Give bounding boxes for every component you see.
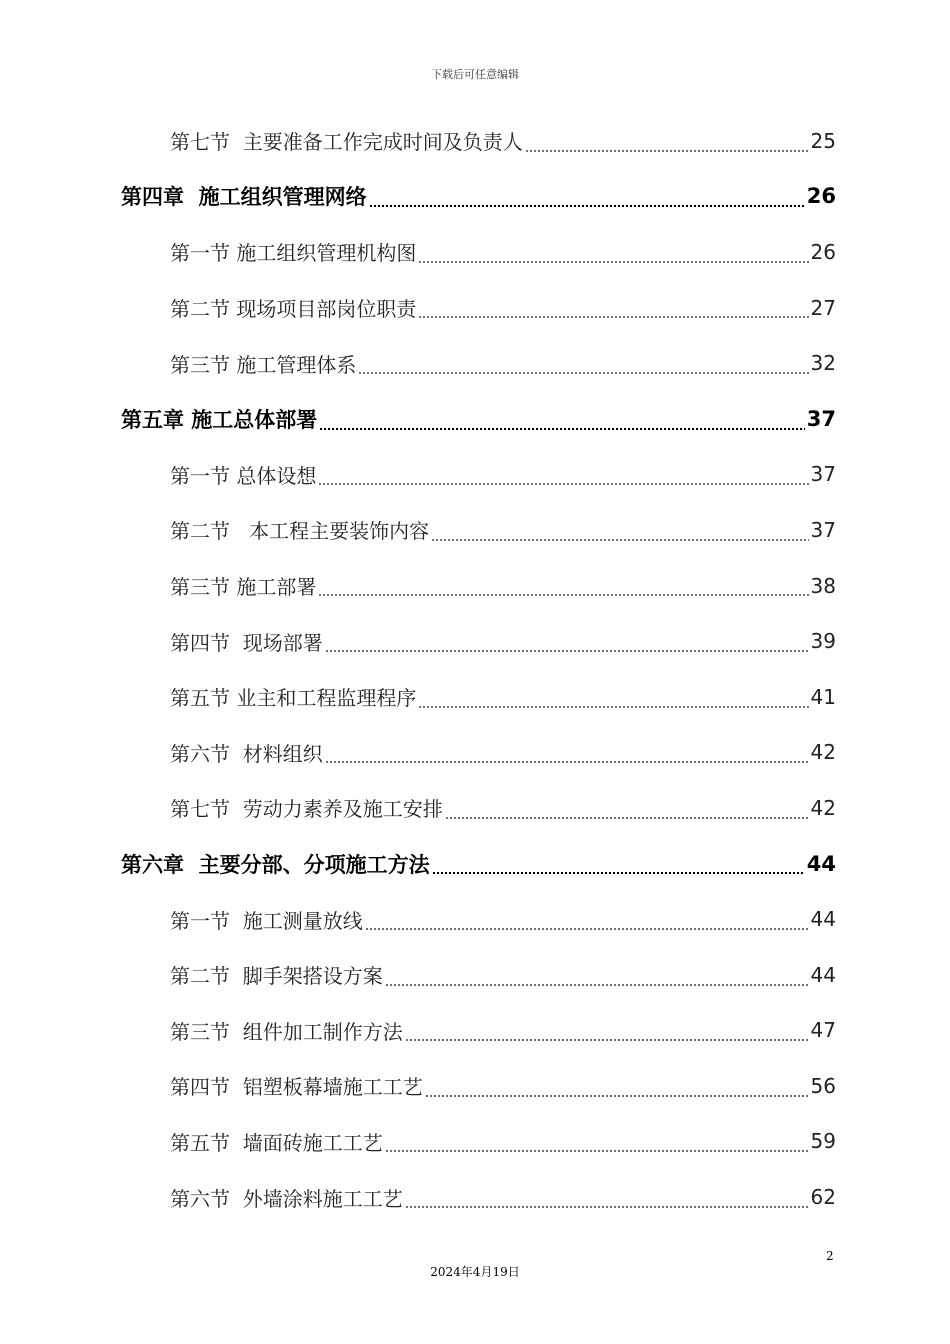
toc-entry-title: 第六节 外墙涂料施工工艺 <box>170 1186 403 1211</box>
toc-chapter-entry[interactable] <box>121 391 836 447</box>
toc-entry-title: 第一节 施工测量放线 <box>170 908 363 933</box>
toc-section-entry[interactable] <box>170 1169 836 1225</box>
toc-section-entry[interactable] <box>170 447 836 503</box>
toc-dot-leader <box>425 1094 809 1098</box>
footer-date: 2024年4月19日 <box>430 1265 520 1279</box>
toc-dot-leader <box>431 538 808 542</box>
toc-entry-title: 第七节 劳动力素养及施工安排 <box>170 797 443 822</box>
toc-dot-leader <box>318 482 808 486</box>
toc-entry-title: 第三节 组件加工制作方法 <box>170 1019 403 1044</box>
toc-entry-title: 第五节 业主和工程监理程序 <box>170 686 417 711</box>
toc-section-entry[interactable] <box>170 669 836 725</box>
toc-section-entry[interactable] <box>170 891 836 947</box>
toc-section-entry[interactable] <box>170 558 836 614</box>
toc-entry-page-number: 44 <box>810 907 836 932</box>
toc-dot-leader <box>445 816 809 820</box>
toc-entry-page-number: 37 <box>806 406 836 431</box>
toc-entry-page-number: 37 <box>810 517 836 542</box>
toc-section-entry[interactable] <box>170 113 836 169</box>
toc-section-entry[interactable] <box>170 1003 836 1059</box>
toc-dot-leader <box>385 1149 809 1153</box>
toc-entry-title: 第三节 施工部署 <box>170 575 317 600</box>
toc-dot-leader <box>325 760 809 764</box>
toc-section-entry[interactable] <box>170 335 836 391</box>
toc-dot-leader <box>365 927 809 931</box>
toc-entry-title: 第四节 现场部署 <box>170 630 323 655</box>
toc-entry-page-number: 41 <box>810 684 836 709</box>
toc-dot-leader <box>369 204 805 208</box>
toc-entry-page-number: 47 <box>810 1018 836 1043</box>
toc-entry-title: 第五节 墙面砖施工工艺 <box>170 1130 383 1155</box>
toc-entry-title: 第六章 主要分部、分项施工方法 <box>121 852 430 877</box>
toc-dot-leader <box>385 983 809 987</box>
toc-dot-leader <box>418 260 808 264</box>
toc-dot-leader <box>325 649 809 653</box>
toc-section-entry[interactable] <box>170 502 836 558</box>
toc-section-entry[interactable] <box>170 1058 836 1114</box>
toc-entry-page-number: 27 <box>810 295 836 320</box>
toc-dot-leader <box>418 315 808 319</box>
toc-section-entry[interactable] <box>170 280 836 336</box>
toc-entry-title: 第一节 总体设想 <box>170 463 317 488</box>
toc-entry-page-number: 25 <box>810 128 836 153</box>
toc-entry-title: 第五章 施工总体部署 <box>121 407 318 432</box>
toc-section-entry[interactable] <box>170 613 836 669</box>
toc-entry-page-number: 38 <box>810 573 836 598</box>
toc-dot-leader <box>318 593 808 597</box>
toc-entry-page-number: 37 <box>810 462 836 487</box>
toc-entry-title: 第四章 施工组织管理网络 <box>121 185 367 210</box>
toc-entry-title: 第六节 材料组织 <box>170 741 323 766</box>
toc-dot-leader <box>405 1205 809 1209</box>
toc-chapter-entry[interactable] <box>121 836 836 892</box>
toc-section-entry[interactable] <box>170 780 836 836</box>
toc-entry-title: 第二节 脚手架搭设方案 <box>170 964 383 989</box>
toc-dot-leader <box>525 149 809 153</box>
toc-entry-page-number: 59 <box>810 1129 836 1154</box>
toc-chapter-entry[interactable] <box>121 169 836 225</box>
toc-section-entry[interactable] <box>170 725 836 781</box>
toc-dot-leader <box>319 427 804 431</box>
page-header-note: 下载后可任意编辑 <box>431 68 519 81</box>
toc-entry-title: 第七节 主要准备工作完成时间及负责人 <box>170 130 523 155</box>
toc-dot-leader <box>405 1038 809 1042</box>
page-number: 2 <box>826 1249 834 1263</box>
toc-entry-page-number: 32 <box>810 351 836 376</box>
toc-entry-page-number: 62 <box>810 1185 836 1210</box>
table-of-contents <box>0 113 950 1225</box>
toc-entry-page-number: 44 <box>806 851 836 876</box>
toc-section-entry[interactable] <box>170 1114 836 1170</box>
toc-dot-leader <box>418 705 808 709</box>
toc-dot-leader <box>432 871 805 875</box>
toc-dot-leader <box>358 371 808 375</box>
toc-entry-title: 第二节 现场项目部岗位职责 <box>170 297 417 322</box>
toc-entry-page-number: 39 <box>810 629 836 654</box>
toc-entry-page-number: 44 <box>810 962 836 987</box>
toc-entry-page-number: 56 <box>810 1073 836 1098</box>
toc-section-entry[interactable] <box>170 947 836 1003</box>
toc-entry-title: 第一节 施工组织管理机构图 <box>170 241 417 266</box>
toc-entry-page-number: 26 <box>806 184 836 209</box>
toc-entry-page-number: 42 <box>810 795 836 820</box>
toc-entry-page-number: 26 <box>810 239 836 264</box>
toc-entry-title: 第三节 施工管理体系 <box>170 352 357 377</box>
toc-entry-title: 第二节 本工程主要装饰内容 <box>170 519 430 544</box>
toc-section-entry[interactable] <box>170 224 836 280</box>
toc-entry-page-number: 42 <box>810 740 836 765</box>
toc-entry-title: 第四节 铝塑板幕墙施工工艺 <box>170 1075 423 1100</box>
